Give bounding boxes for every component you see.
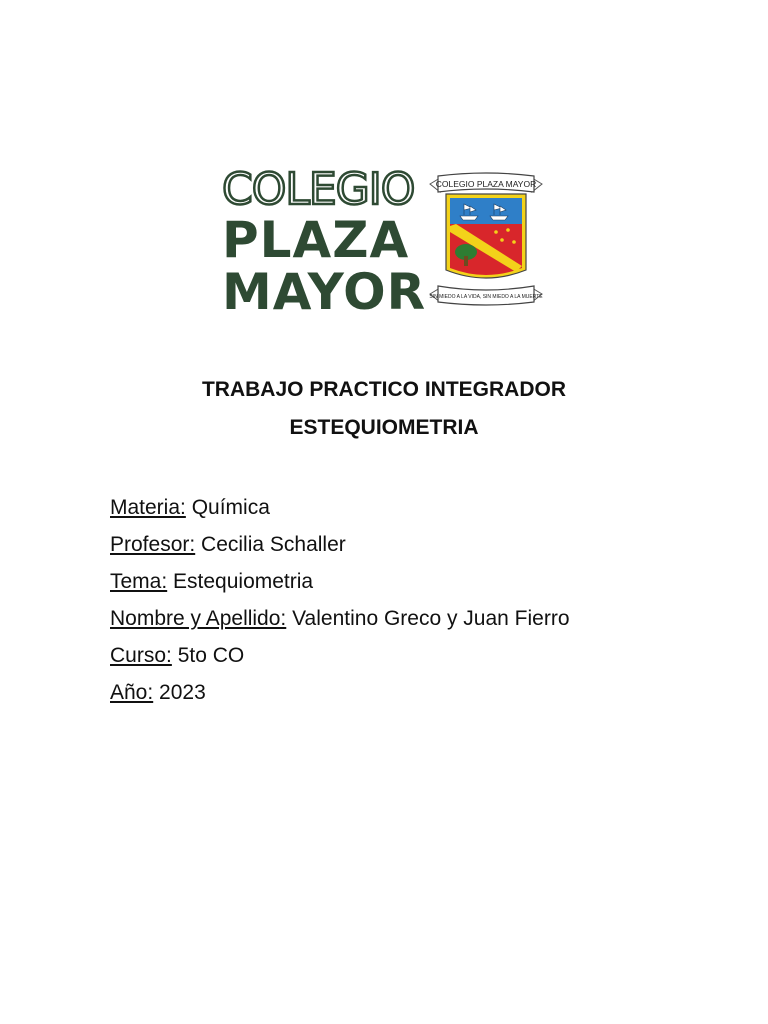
crest-banner-bottom: SIN MIEDO A LA VIDA, SIN MIEDO A LA MUERTE <box>429 294 543 300</box>
info-value: Valentino Greco y Juan Fierro <box>292 607 570 630</box>
info-value: 5to CO <box>177 644 245 667</box>
info-row-profesor <box>110 526 570 563</box>
logo-line-colegio: COLEGIO <box>222 164 415 215</box>
school-crest-icon <box>426 170 546 310</box>
info-label: Tema: <box>110 570 168 593</box>
info-label: Curso: <box>110 644 172 667</box>
info-value: Estequiometria <box>173 570 314 593</box>
info-label: Año: <box>110 681 154 704</box>
info-label: Materia: <box>110 496 186 519</box>
info-row-curso <box>110 637 570 674</box>
logo-line-mayor: MAYOR <box>222 263 427 321</box>
logo-line-plaza: PLAZA <box>222 211 410 269</box>
info-list <box>110 489 570 711</box>
info-label: Nombre y Apellido: <box>110 607 287 630</box>
info-value: 2023 <box>159 681 206 704</box>
school-logo-wordmark <box>222 164 427 321</box>
document-title-line2: ESTEQUIOMETRIA <box>289 416 479 439</box>
info-label: Profesor: <box>110 533 196 556</box>
crest-banner-top: COLEGIO PLAZA MAYOR <box>435 179 537 189</box>
info-value: Cecilia Schaller <box>201 533 346 556</box>
info-value: Química <box>191 496 270 519</box>
info-row-nombre <box>110 600 570 637</box>
info-row-materia <box>110 489 570 526</box>
info-row-tema <box>110 563 570 600</box>
info-row-anio <box>110 674 570 711</box>
document-title-line1: TRABAJO PRACTICO INTEGRADOR <box>201 378 566 401</box>
